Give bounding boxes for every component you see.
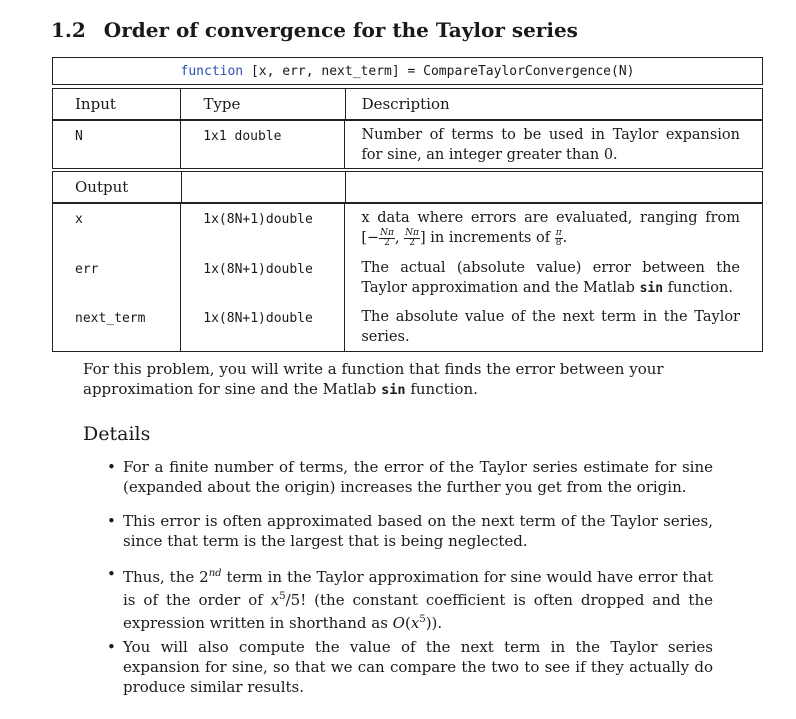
- input-description: Number of terms to be used in Taylor expansion for sine, an integer greater than 0.: [361, 127, 740, 163]
- section-title: [51, 18, 578, 42]
- bullet-icon: •: [107, 458, 116, 476]
- output-type-next-term: 1x(8N+1)double: [203, 311, 313, 326]
- section-title-text: Order of convergence for the Taylor series: [103, 18, 578, 42]
- output-header-table: [52, 171, 763, 203]
- details-heading: Details: [83, 423, 151, 445]
- range-math: [− $\frac{N\pi}{2}$ , $\frac{N\pi}{2}$ ]: [361, 227, 426, 248]
- output-name-x: x: [75, 212, 83, 227]
- output-header: Output: [75, 178, 129, 196]
- output-description-next-term: The absolute value of the next term in the Taylor series.: [361, 309, 740, 345]
- table-row: [53, 121, 763, 169]
- list-item: • You will also compute the value of the next term in the Taylor series expansion for sine, so that we can compare the two to see if they actually do produce similar results.: [107, 638, 713, 696]
- input-header-table: [52, 88, 763, 120]
- list-item: • This error is often approximated based on the next term of the Taylor series, since that term is the largest that is being neglected.: [107, 512, 713, 550]
- big-o-math: $O(x^5)$: [392, 614, 432, 632]
- function-signature: [52, 57, 763, 85]
- signature-rest: [x, err, next_term] = CompareTaylorConvergence(N): [243, 64, 635, 79]
- increment-math: $\frac{\pi}{8}$ .: [555, 227, 568, 248]
- description-header: Description: [361, 95, 450, 113]
- output-description-x: x data where errors are evaluated, ranging from [− $\frac{N\pi}{2}$ , $\frac{N\pi}{2}$ ] in increments of $\frac{\pi}{8}$ .: [361, 210, 740, 248]
- output-description-err: The actual (absolute value) error between the Taylor approximation and the Matlab sin function.: [361, 260, 740, 296]
- bullet-icon: •: [107, 512, 116, 530]
- output-name-err: err: [75, 262, 99, 277]
- x5-over-5-math: $x^5/5$!: [270, 591, 307, 609]
- input-rows-table: [52, 120, 763, 169]
- input-type: 1x1 double: [203, 129, 282, 144]
- output-rows-table: [52, 203, 763, 352]
- intro-paragraph: For this problem, you will write a function that finds the error between your approximation for sine and the Matlab sin function.: [83, 360, 664, 398]
- input-header: Input: [75, 95, 116, 113]
- list-item: • For a finite number of terms, the error of the Taylor series estimate for sine (expanded about the origin) increases the further you get from the origin.: [107, 458, 713, 496]
- output-name-next-term: next_term: [75, 311, 146, 326]
- section-number: 1.2: [51, 18, 86, 42]
- list-item: • Thus, the 2nd term in the Taylor approximation for sine would have error that is of the order of $x^5/5$! (the constant coefficient is often dropped and the expression written in shorthand as $O(x^5)$).: [107, 565, 713, 632]
- input-name: N: [75, 129, 83, 144]
- output-type-x: 1x(8N+1)double: [203, 212, 313, 227]
- type-header: Type: [203, 95, 241, 113]
- bullet-icon: •: [107, 565, 116, 583]
- output-type-err: 1x(8N+1)double: [203, 262, 313, 277]
- bullet-icon: •: [107, 638, 116, 656]
- function-keyword: function: [180, 64, 244, 79]
